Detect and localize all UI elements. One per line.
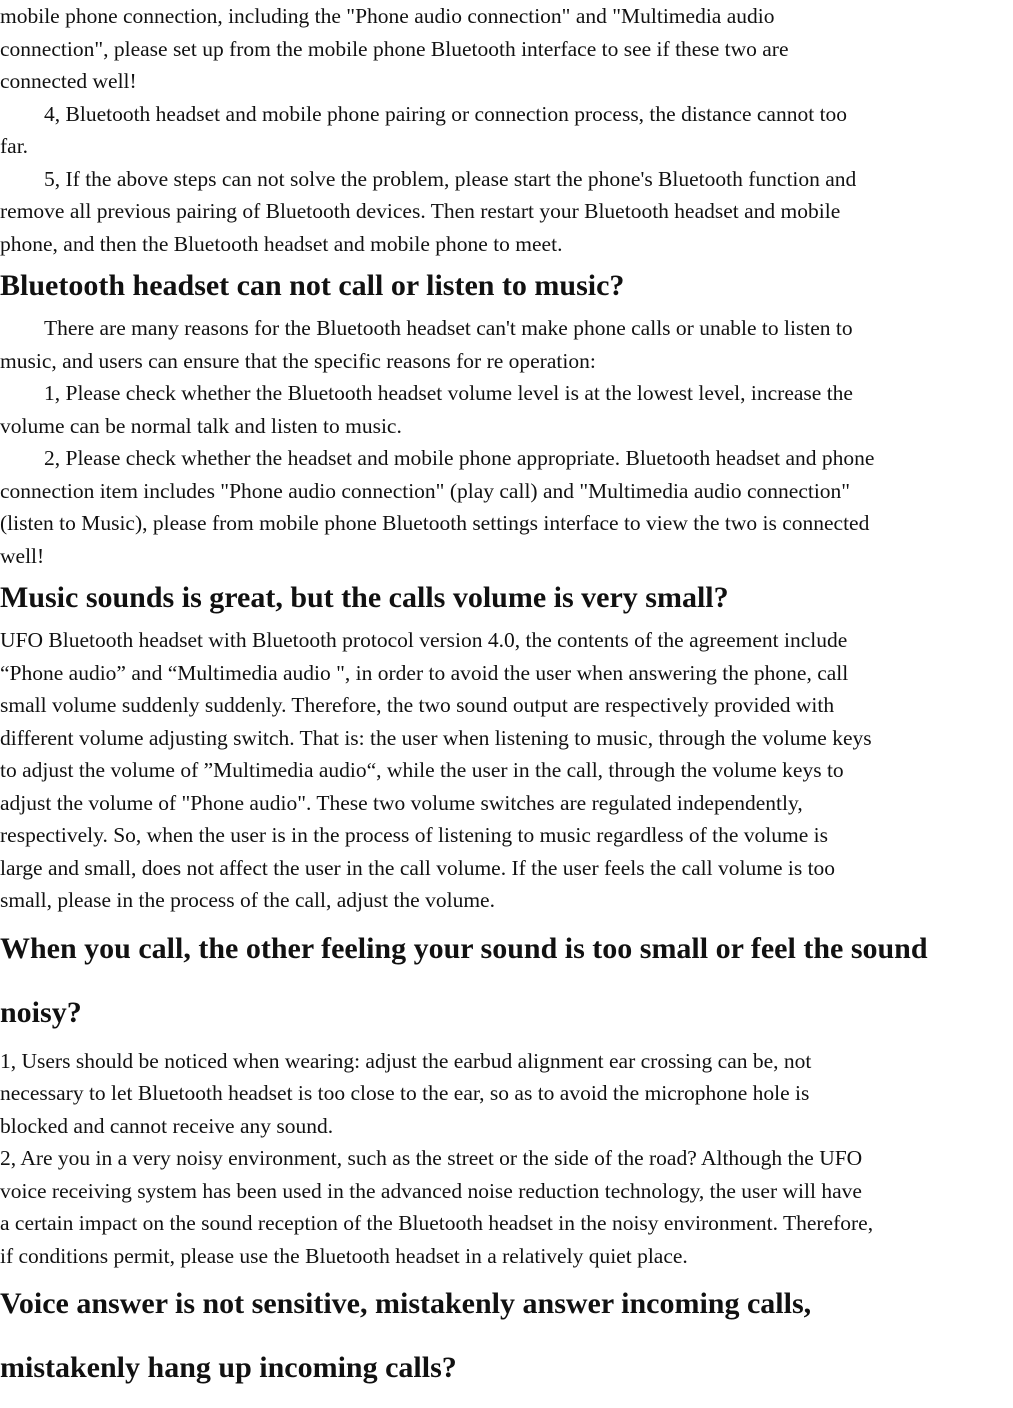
paragraph-step-4 — [0, 98, 1013, 163]
heading-voice-answer-not-sensitive — [0, 1272, 1013, 1400]
heading-cannot-call-or-listen — [0, 267, 1013, 305]
text-line: if conditions permit, please use the Bluetooth headset in a relatively quiet place. — [0, 1243, 688, 1268]
text-line: connection item includes "Phone audio connection" (play call) and "Multimedia audio connection" — [0, 478, 851, 503]
paragraph-headset-phone-check — [0, 442, 1013, 572]
text-line: 1, Please check whether the Bluetooth headset volume level is at the lowest level, increase the — [44, 381, 853, 405]
paragraph-connection-check — [0, 0, 1013, 98]
heading-text: When you call, the other feeling your sound is too small or feel the sound — [0, 931, 928, 965]
text-line: a certain impact on the sound reception of the Bluetooth headset in the noisy environment. Therefore, — [0, 1211, 874, 1235]
text-line: 5, If the above steps can not solve the problem, please start the phone's Bluetooth function and — [44, 166, 857, 191]
heading-text: mistakenly hang up incoming calls? — [0, 1351, 457, 1384]
heading-text: noisy? — [0, 995, 82, 1029]
heading-calls-volume-small — [0, 579, 1013, 617]
text-line: “Phone audio” and “Multimedia audio ", in order to avoid the user when answering the phone, call — [0, 660, 849, 685]
text-line: 2, Are you in a very noisy environment, such as the street or the side of the road? Although the UFO — [0, 1146, 863, 1170]
text-line: phone, and then the Bluetooth headset and mobile phone to meet. — [0, 231, 563, 256]
text-line: necessary to let Bluetooth headset is too close to the ear, so as to avoid the microphone hole is — [0, 1081, 810, 1105]
heading-sound-too-small-or-noisy — [0, 917, 1013, 1045]
text-line: connection", please set up from the mobile phone Bluetooth interface to see if these two are — [0, 36, 789, 61]
heading-text: Music sounds is great, but the calls volume is very small? — [0, 581, 729, 614]
paragraph-step-5 — [0, 163, 1013, 261]
text-line: volume can be normal talk and listen to music. — [0, 413, 402, 438]
text-line: small, please in the process of the call, adjust the volume. — [0, 888, 495, 912]
text-line: connected well! — [0, 69, 137, 93]
heading-text: Bluetooth headset can not call or listen to music? — [0, 269, 625, 302]
text-line: adjust the volume of "Phone audio". These two volume switches are regulated independently, — [0, 790, 803, 815]
text-line: different volume adjusting switch. That is: the user when listening to music, through the volume keys — [0, 725, 872, 750]
paragraph-volume-explanation — [0, 624, 1013, 917]
text-line: small volume suddenly suddenly. Therefore, the two sound output are respectively provided with — [0, 693, 835, 717]
text-line: blocked and cannot receive any sound. — [0, 1113, 334, 1138]
text-line: 1, Users should be noticed when wearing: adjust the earbud alignment ear crossing can be, not — [0, 1048, 812, 1073]
paragraph-volume-check — [0, 377, 1013, 442]
text-line: 4, Bluetooth headset and mobile phone pairing or connection process, the distance cannot too — [44, 101, 848, 126]
text-line: music, and users can ensure that the specific reasons for re operation: — [0, 348, 596, 373]
paragraph-wearing-and-noise — [0, 1045, 1013, 1273]
text-line: remove all previous pairing of Bluetooth devices. Then restart your Bluetooth headset and mobile — [0, 199, 841, 223]
text-line: voice receiving system has been used in the advanced noise reduction technology, the user will have — [0, 1178, 862, 1203]
text-line: far. — [0, 134, 29, 158]
text-line: (listen to Music), please from mobile phone Bluetooth settings interface to view the two is connected — [0, 511, 870, 535]
text-line: UFO Bluetooth headset with Bluetooth protocol version 4.0, the contents of the agreement include — [0, 628, 848, 652]
text-line: respectively. So, when the user is in the process of listening to music regardless of the volume is — [0, 823, 828, 847]
text-line: 2, Please check whether the headset and mobile phone appropriate. Bluetooth headset and phone — [44, 446, 875, 470]
text-line: large and small, does not affect the user in the call volume. If the user feels the call volume is too — [0, 855, 836, 880]
text-line: mobile phone connection, including the "Phone audio connection" and "Multimedia audio — [0, 4, 775, 28]
text-line: well! — [0, 543, 45, 568]
text-line: to adjust the volume of ”Multimedia audio“, while the user in the call, through the volume keys to — [0, 758, 844, 782]
paragraph-reasons-intro — [0, 312, 1013, 377]
text-line: There are many reasons for the Bluetooth headset can't make phone calls or unable to listen to — [44, 316, 853, 340]
heading-text: Voice answer is not sensitive, mistakenly answer incoming calls, — [0, 1287, 812, 1320]
